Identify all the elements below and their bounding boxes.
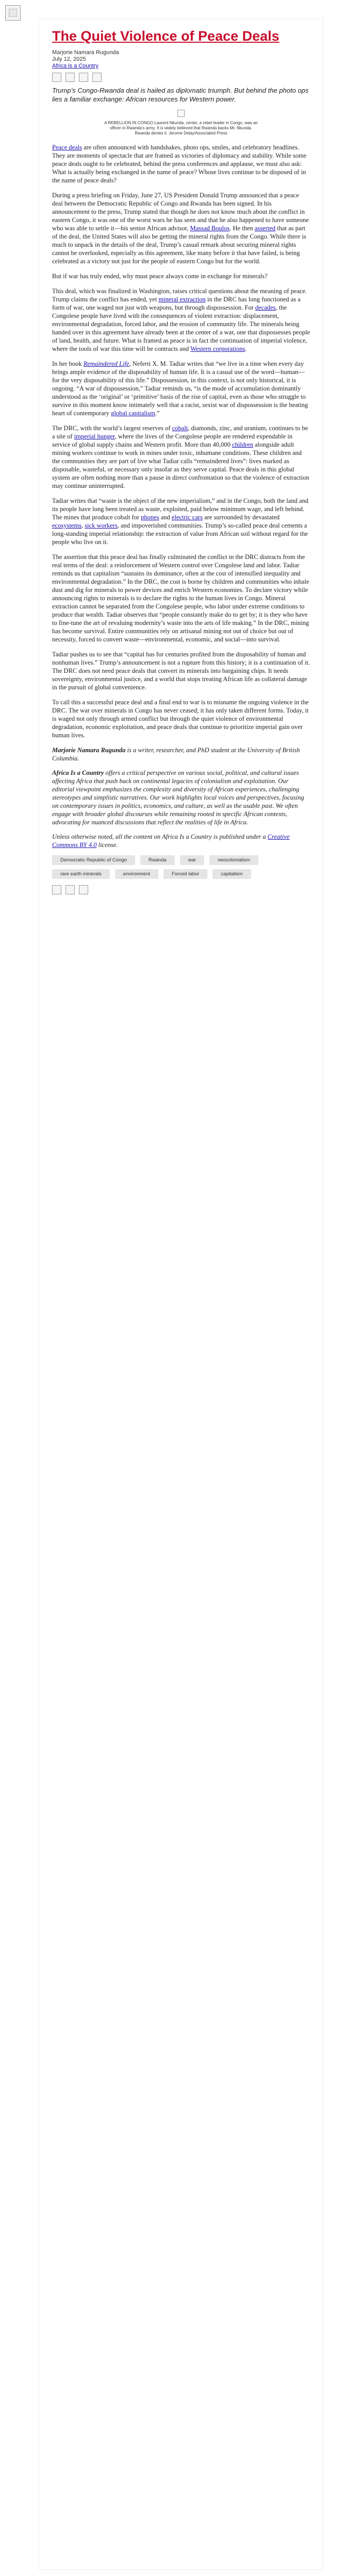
tag-item[interactable]: rare earth minerals xyxy=(52,869,110,879)
paragraph-text: To call this a successful peace deal and a final end to war is to misname the ongoing violence in the DRC. The war over minerals in Congo has never ceased; it has only taken different forms. Today, it is waged not only through armed conflict but through the quiet violence of environmental degradation, economic exploitation, and peace deals that continue to prioritize imperial gain over human lives. xyxy=(52,699,309,739)
broken-image-icon xyxy=(177,110,185,117)
newsletter-logo-image xyxy=(5,5,21,21)
link-phones[interactable]: phones xyxy=(141,514,159,521)
link-global-capitalism[interactable]: global capitalism xyxy=(111,410,155,417)
publication-about-text: offers a critical perspective on various social, political, and cultural issues affecting Africa that push back on continental legacies of colonialism and exploitation. Our editorial viewpoint emphasizes the complexity and diversity of African experiences, challenging stereotypes and simplistic narratives. Our work highlights local voices and perspectives, focusing on contemporary issues in politics, economics, and culture, as well as the usable past. We often engage with broader global discourses while remaining rooted in specific African contexts, advocating for nuanced discussions that reflect the realities of life in Africa. xyxy=(52,769,304,826)
link-imperial-hunger[interactable]: imperial hunger xyxy=(74,433,115,440)
link-electric-cars[interactable]: electric cars xyxy=(171,514,203,521)
paragraph-9 xyxy=(52,650,310,691)
paragraph-text: alongside adult mining workers continue to work in mines under toxic, inhumane conditions. These children and the communities they are part of live what Tadiar calls “remaindered lives”: lives marked as disposable, wasteful, or necessary only insofar as they serve capital. Peace deals in this global system are often nothing more than a pause in direct confrontation so that the violence of extraction may continue uninterrupted. xyxy=(52,441,309,489)
paragraph-2 xyxy=(52,191,310,265)
paragraph-text: , Neferti X. M. Tadiar writes that “we live in a time when every day brings ample evidence of the disposability of human life. It is a casual use of the word—human—for the very disposability of this life.” Dispossession, in this context, is not only historical, it is ongoing. “A war of dispossession,” Tadiar reminds us, “is the mode of accumulation dominantly understood as the ‘original’ or ‘primitive’ basis of the rise of capital, even as those who struggle to survive in this moment know intimately well that a racist, sexist war of dispossession is the beating heart of contemporary xyxy=(52,360,308,417)
link-cobalt[interactable]: cobalt xyxy=(172,425,188,432)
paragraph-text: Tadiar pushes us to see that “capital has for centuries profited from the disposability of human and nonhuman lives.” Trump’s announcement is not a rupture from this history; it is a continuation of it. The DRC does not need peace deals that convert its minerals into bargaining chips. It needs sovereignty, environmental justice, and a world that stops treating African life as collateral damage in the pursuit of global convenience. xyxy=(52,651,310,691)
share-linkedin-icon[interactable] xyxy=(79,73,88,82)
paragraph-text: , xyxy=(81,522,85,529)
link-remaindered-life[interactable]: Remaindered Life xyxy=(83,360,129,367)
social-facebook-icon[interactable] xyxy=(52,885,61,894)
license-text: Unless otherwise noted, all the content on Africa Is a Country is published under a xyxy=(52,833,268,840)
paragraph-text: , diamonds, zinc, and uranium, continues to be a site of xyxy=(52,425,308,440)
article-title[interactable]: The Quiet Violence of Peace Deals xyxy=(52,28,280,44)
article-content xyxy=(39,19,323,894)
author-bio xyxy=(52,746,310,762)
paragraph-3 xyxy=(52,272,310,280)
paragraph-7 xyxy=(52,497,310,546)
paragraph-text: During a press briefing on Friday, June 27, US President Donald Trump announced that a peace deal between the Democratic Republic of Congo and Rwanda has been signed. In his announcement to the press, Trump stated that though he does not know much about the conflict in eastern Congo, it was one of the worst wars he has seen and that he also happened to have someone who was able to settle it—his senior African advisor, xyxy=(52,192,309,232)
share-x-icon[interactable] xyxy=(65,73,75,82)
link-western-corporations[interactable]: Western corporations xyxy=(190,345,245,352)
social-instagram-icon[interactable] xyxy=(79,885,88,894)
link-decades[interactable]: decades xyxy=(255,304,276,311)
tag-item[interactable]: Rwanda xyxy=(140,855,175,865)
image-placeholder-icon xyxy=(9,9,17,17)
link-mineral-extraction[interactable]: mineral extraction xyxy=(158,296,206,303)
tag-item[interactable]: neocolonialism xyxy=(209,855,258,865)
paragraph-text: The DRC, with the world’s largest reserves of xyxy=(52,425,172,432)
link-peace-deals[interactable]: Peace deals xyxy=(52,144,82,151)
paragraph-text: , and impoverished communities. Trump’s so-called peace deal cements a long-standing imperial relationship: the extraction of value from African soil without regard for the people who live on it. xyxy=(52,522,308,546)
paragraph-text: Tadiar writes that “waste is the object of the new imperialism,” and in the Congo, both the land and its people have long been treated as waste, exploited, paid below minimum wage, and left behind. The mines that produce cobalt for xyxy=(52,497,308,521)
paragraph-text: The assertion that this peace deal has finally culminated the conflict in the DRC distracts from the real terms of the deal: a reinforcement of Western control over Congolese land and labor. Tadiar reminds us that capitalism “sustains its dominance, often at the cost of intensified inequality and environmental degradation.” In the DRC, the cost is borne by children and communities who inhale dust and dig for minerals to power devices and enrich Western economies. To declare victory while announcing rights to minerals is to declare the rights to the human lives in Congo. Mineral extraction cannot be separated from the Congolese people, who labor under extreme conditions to produce that wealth. Tadiar observes that “people constantly make do to get by; it is they who have to fine-tune the art of revaluing modernity’s waste into the arts of life making.” In the DRC, mining has become survival. Entire communities rely on artisanal mining not out of choice but out of necessity, forced to convert waste—environmental, economic, and social—into survival. xyxy=(52,553,309,643)
article-figure xyxy=(52,110,310,136)
tag-list xyxy=(52,855,279,879)
paragraph-text: are surrounded by devastated xyxy=(202,514,280,521)
article-card xyxy=(39,19,323,2570)
author-name: Marjorie Namara Rugunda xyxy=(52,49,119,56)
paragraph-8 xyxy=(52,553,310,643)
link-asserted[interactable]: asserted xyxy=(254,225,276,232)
publish-date: July 12, 2025 xyxy=(52,56,86,62)
tag-item[interactable]: environment xyxy=(115,869,158,879)
paragraph-1 xyxy=(52,143,310,184)
link-children[interactable]: children xyxy=(232,441,253,448)
paragraph-text: .” xyxy=(155,410,160,417)
paragraph-text: But if war has truly ended, why must peace always come in exchange for minerals? xyxy=(52,273,268,280)
paragraph-5 xyxy=(52,360,310,417)
paragraph-text: are often announced with handshakes, photo ops, smiles, and celebratory headlines. They are moments of spectacle that are framed as victories of diplomacy and stability. While some peace deals ought to be celebrated, behind the press conferences and applause, we must also ask: What is actually being exchanged in the name of peace? Whose lives continue to be disposed of in the name of peace deals? xyxy=(52,144,307,184)
share-email-icon[interactable] xyxy=(92,73,102,82)
paragraph-6 xyxy=(52,424,310,490)
social-x-icon[interactable] xyxy=(65,885,75,894)
author-bio-name: Marjorie Namara Rugunda xyxy=(52,747,126,754)
article-dek: Trump’s Congo-Rwanda deal is hailed as diplomatic triumph. But behind the photo ops lies a familiar exchange: African resources for Western power. xyxy=(52,87,309,103)
social-footer-row xyxy=(52,885,310,894)
link-massad-boulos[interactable]: Massad Boulos xyxy=(190,225,230,232)
link-creative-commons[interactable]: Creative Commons BY 4.0 xyxy=(52,833,290,849)
publication-link[interactable]: Africa is a Country xyxy=(52,63,99,69)
paragraph-text: . He then xyxy=(229,225,255,232)
link-sick-workers[interactable]: sick workers xyxy=(85,522,118,529)
paragraph-4 xyxy=(52,287,310,353)
paragraph-text: , the Congolese people have lived with the consequences of violent extraction: displacement, environmental degradation, forced labor, and the erosion of community life. The minerals being handed over in this agreement have already been at the center of a war, one that dispossesses people of land, health, and future. What is framed as peace is in fact the continuation of imperial violence, where the tools of war this time will be contracts and xyxy=(52,304,310,352)
paragraph-10 xyxy=(52,698,310,739)
share-facebook-icon[interactable] xyxy=(52,73,61,82)
link-ecosystems[interactable]: ecosystems xyxy=(52,522,81,529)
license-text: license. xyxy=(96,841,118,849)
paragraph-text: in the DRC has long functioned as a form of war, one waged not just with weapons, but through dispossession. For xyxy=(52,296,301,311)
license-note xyxy=(52,833,310,849)
tag-item[interactable]: capitalism xyxy=(212,869,251,879)
paragraph-text: that as part of the deal, the United States will also be getting the mineral rights from the Congo. While there is much to unpack in the details of the deal, Trump’s casual remark about securing mineral rights cannot be overlooked, especially as this agreement, like many before it that have failed, is being celebrated as a victory not just for the people of eastern Congo but for the world. xyxy=(52,225,306,265)
article-meta xyxy=(52,49,310,70)
paragraph-text: This deal, which was finalized in Washington, raises critical questions about the meaning of peace. Trump claims the conflict has ended, yet xyxy=(52,287,307,303)
image-caption: A REBELLION IN CONGO Laurent Nkunda, center, a rebel leader in Congo, was an officer in Rwanda's army. It is widely believed that Rwanda backs Mr. Nkunda. Rwanda denies it. Jerome Delay/Associated Press xyxy=(104,121,258,135)
paragraph-text: In her book xyxy=(52,360,84,367)
tag-item[interactable]: Forced labor xyxy=(163,869,207,879)
paragraph-text: , where the lives of the Congolese people are rendered expendable in service of global supply chains and Western profit. More than 40,000 xyxy=(52,433,293,448)
share-row xyxy=(52,73,310,82)
tag-item[interactable]: war xyxy=(180,855,204,865)
tag-item[interactable]: Democratic Republic of Congo xyxy=(52,855,135,865)
paragraph-text: and xyxy=(159,514,172,521)
paragraph-text: . xyxy=(245,345,247,352)
publication-about xyxy=(52,769,310,826)
publication-about-name: Africa Is a Country xyxy=(52,769,104,776)
author-bio-text: is a writer, researcher, and PhD student at the University of British Columbia. xyxy=(52,747,300,762)
